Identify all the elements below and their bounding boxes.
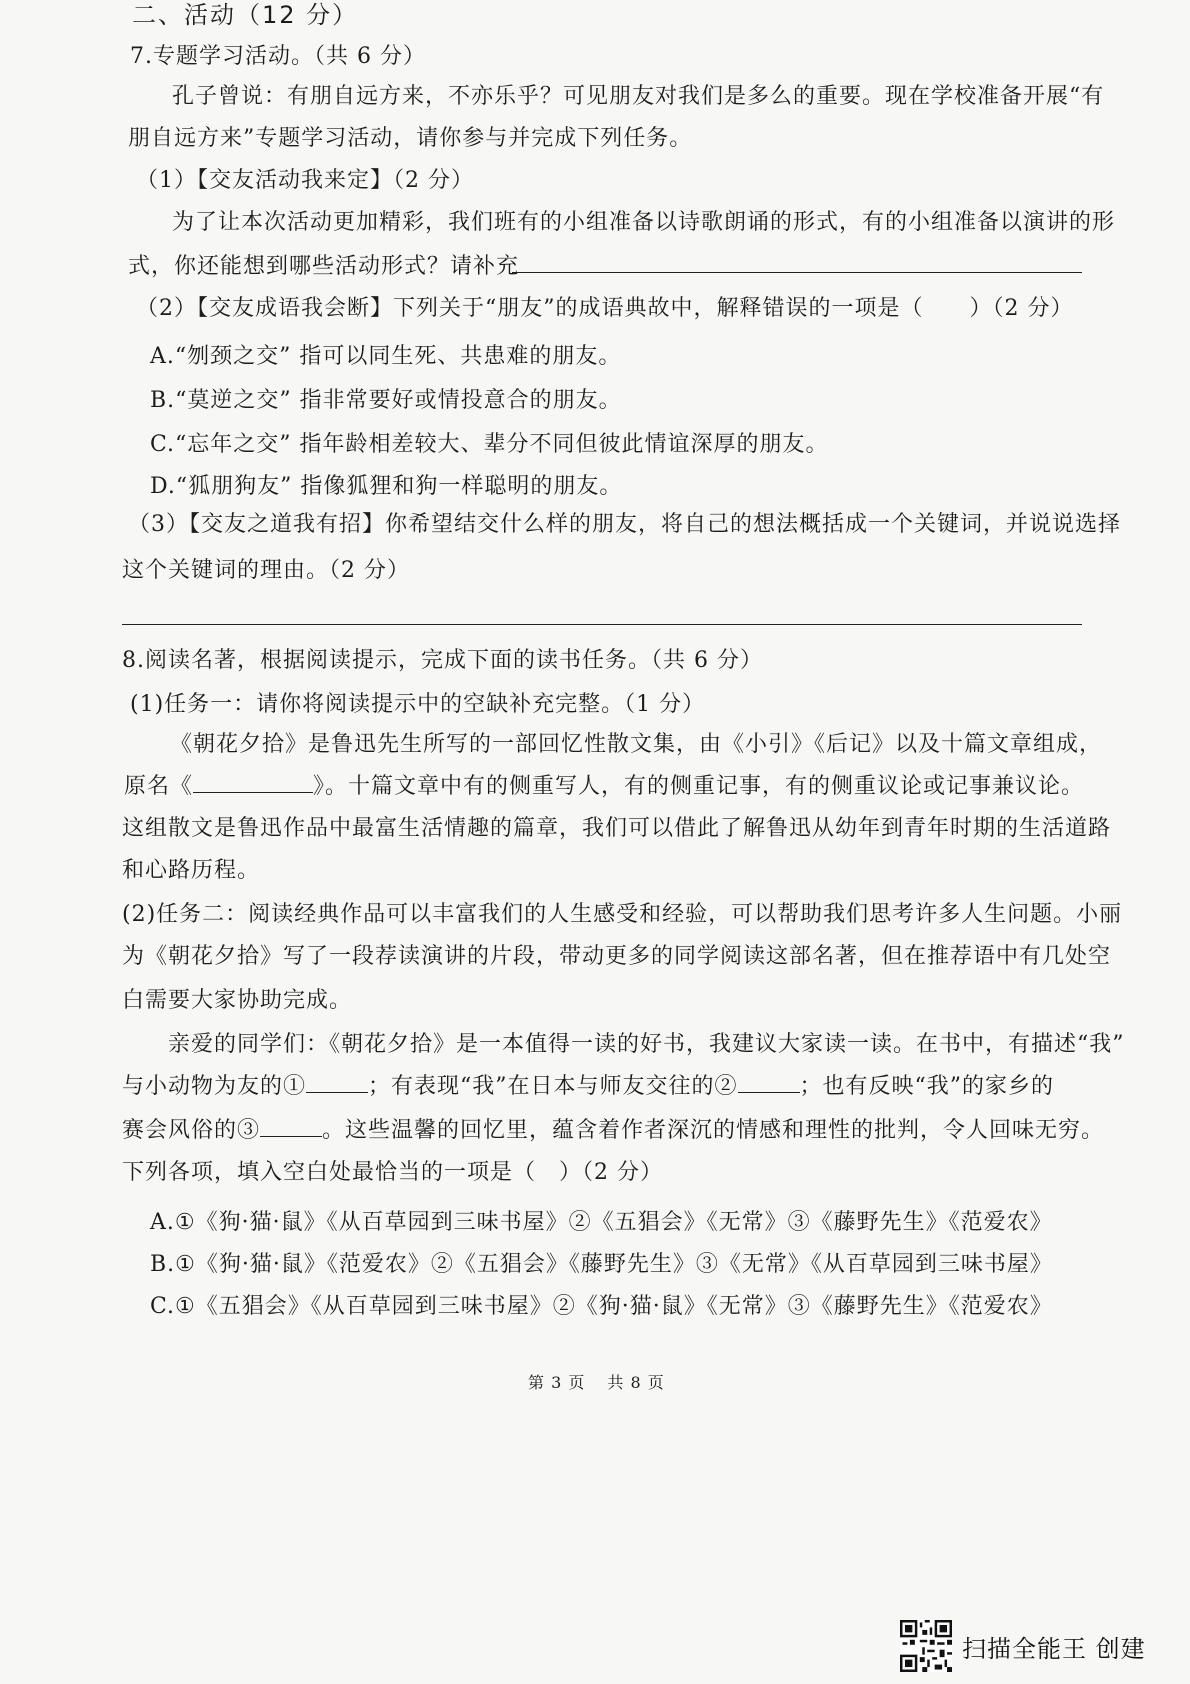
q8-speech-line3-b: 。这些温馨的回忆里，蕴含着作者深沉的情感和理性的批判，令人回味无穷。 — [322, 1118, 1105, 1143]
q7-part1-title: （1）【交友活动我来定】（2 分） — [136, 168, 474, 193]
q8-task2-line1: (2)任务二：阅读经典作品可以丰富我们的人生感受和经验，可以帮助我们思考许多人生问题。小丽 — [122, 902, 1123, 927]
q7-intro-line2: 朋自远方来”专题学习活动，请你参与并完成下列任务。 — [128, 126, 693, 151]
q7-intro-line1: 孔子曾说：有朋自远方来，不亦乐乎？可见朋友对我们是多么的重要。现在学校准备开展“有 — [172, 84, 1105, 109]
scanner-watermark — [900, 1618, 1146, 1674]
q8-task1-blank[interactable] — [193, 772, 313, 793]
q8-speech-line3-a: 赛会风俗的③ — [122, 1118, 261, 1143]
page-number: 第 3 页 — [528, 1373, 586, 1392]
q8-speech-line2-b: ；有表现“我”在日本与师友交往的② — [368, 1074, 738, 1099]
q7-part3-line1: （3）【交友之道我有招】你希望结交什么样的朋友，将自己的想法概括成一个关键词，并说说选择 — [128, 512, 1122, 537]
q7-part2-title: （2）【交友成语我会断】下列关于“朋友”的成语典故中，解释错误的一项是（ ）（2 分） — [136, 296, 1074, 321]
q8-task2-question: 下列各项，填入空白处最恰当的一项是（ ）（2 分） — [122, 1160, 663, 1185]
watermark-text: 扫描全能王 创建 — [962, 1634, 1146, 1663]
q8-task1-line2 — [124, 772, 1084, 802]
page-footer — [528, 1370, 687, 1393]
q8-task2-option-a: A.①《狗·猫·鼠》《从百草园到三味书屋》②《五猖会》《无常》③《藤野先生》《范爱农》 — [150, 1210, 1053, 1235]
q7-title: 7.专题学习活动。（共 6 分） — [130, 44, 426, 69]
q8-speech-line3 — [122, 1116, 1104, 1146]
q8-task2-option-b: B.①《狗·猫·鼠》《范爱农》②《五猖会》《藤野先生》③《无常》《从百草园到三味书屋》 — [150, 1252, 1053, 1277]
q7-part1-answer-line[interactable] — [512, 272, 1082, 273]
q8-speech-line2-c: ；也有反映“我”的家乡的 — [799, 1074, 1055, 1099]
q8-task2-line2: 为《朝花夕拾》写了一段荐读演讲的片段，带动更多的同学阅读这部名著，但在推荐语中有几处空 — [122, 944, 1112, 969]
q8-speech-blank-2[interactable] — [738, 1072, 800, 1093]
q8-title: 8.阅读名著，根据阅读提示，完成下面的读书任务。（共 6 分） — [122, 648, 763, 673]
section-title: 二、活动（12 分） — [132, 1, 359, 29]
qr-code-icon — [900, 1620, 952, 1672]
q8-task1-line4: 和心路历程。 — [122, 858, 261, 883]
q8-task1-line2-post: 》。十篇文章中有的侧重写人，有的侧重记事，有的侧重议论或记事兼议论。 — [313, 774, 1085, 799]
q8-task1-line1: 《朝花夕拾》是鲁迅先生所写的一部回忆性散文集，由《小引》《后记》以及十篇文章组成， — [170, 732, 1103, 757]
q7-part1-text-line1: 为了让本次活动更加精彩，我们班有的小组准备以诗歌朗诵的形式，有的小组准备以演讲的形 — [172, 210, 1116, 235]
q7-part1-text-line2: 式，你还能想到哪些活动形式？请补充 — [128, 254, 520, 279]
q8-speech-line2-a: 与小动物为友的① — [122, 1074, 307, 1099]
q7-part2-option-b: B.“莫逆之交” 指非常要好或情投意合的朋友。 — [150, 388, 622, 413]
q7-part2-option-c: C.“忘年之交” 指年龄相差较大、辈分不同但彼此情谊深厚的朋友。 — [150, 432, 829, 457]
q8-speech-blank-3[interactable] — [260, 1116, 322, 1137]
page-total: 共 8 页 — [607, 1373, 665, 1392]
q8-speech-blank-1[interactable] — [306, 1072, 368, 1093]
q8-task2-option-c: C.①《五猖会》《从百草园到三味书屋》②《狗·猫·鼠》《无常》③《藤野先生》《范爱农》 — [150, 1294, 1053, 1319]
q7-part2-option-d: D.“狐朋狗友” 指像狐狸和狗一样聪明的朋友。 — [150, 474, 623, 499]
q8-task1-line3: 这组散文是鲁迅作品中最富生活情趣的篇章，我们可以借此了解鲁迅从幼年到青年时期的生活道路 — [122, 816, 1112, 841]
q8-speech-line1: 亲爱的同学们：《朝花夕拾》是一本值得一读的好书，我建议大家读一读。在书中，有描述“我” — [168, 1032, 1125, 1057]
q8-task1-line2-pre: 原名《 — [124, 774, 194, 799]
q7-part3-answer-line[interactable] — [122, 624, 1082, 625]
q8-task1-title: (1)任务一：请你将阅读提示中的空缺补充完整。（1 分） — [130, 692, 706, 717]
q8-speech-line2 — [122, 1072, 1054, 1102]
q7-part3-line2: 这个关键词的理由。（2 分） — [122, 558, 410, 583]
q8-task2-line3: 白需要大家协助完成。 — [122, 988, 353, 1013]
q7-part2-option-a: A.“刎颈之交” 指可以同生死、共患难的朋友。 — [150, 344, 622, 369]
